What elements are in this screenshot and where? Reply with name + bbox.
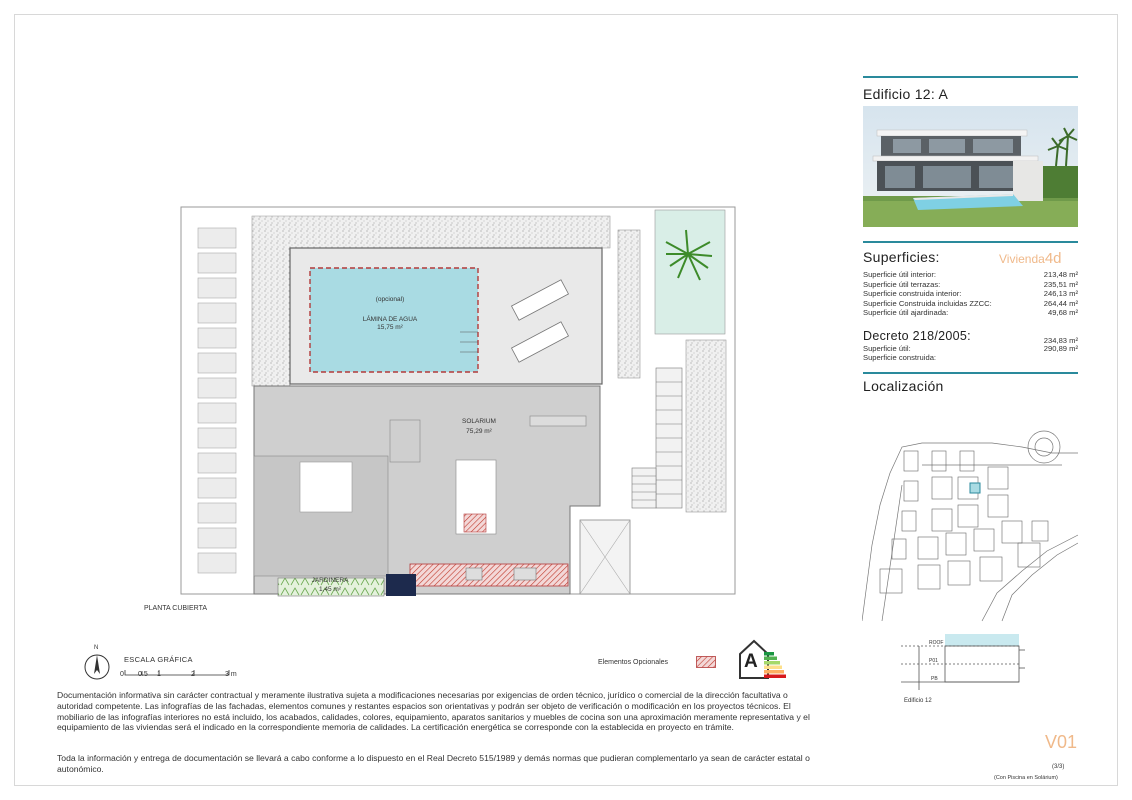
location-heading: Localización bbox=[863, 378, 944, 394]
level-label: PB bbox=[931, 676, 938, 682]
section-caption: Edificio 12 bbox=[904, 698, 932, 704]
scale-tick: 3 m bbox=[225, 671, 237, 678]
unit-type-badge bbox=[999, 250, 1062, 267]
pool-area-label: 15,75 m² bbox=[377, 324, 403, 331]
location-rule bbox=[863, 372, 1078, 374]
unit-type-code: 4d bbox=[1044, 250, 1062, 267]
surface-row: Superficie construida interior: 246,13 m² bbox=[863, 289, 1078, 298]
surface-row: Superficie útil ajardinada: 49,68 m² bbox=[863, 308, 1078, 317]
level-label: ROOF bbox=[929, 640, 944, 646]
scale-tick: 0.5 bbox=[138, 671, 148, 678]
scale-tick: 2 bbox=[191, 671, 195, 678]
page-number: (3/3) bbox=[1052, 764, 1065, 770]
title-rule bbox=[863, 76, 1078, 78]
disclaimer-paragraph-2: Toda la información y entrega de documentación se llevará a cabo conforme a lo dispuesto en el Real Decreto 515/1989 y demás normas que pudieran complementarlo ya sean de carácter estatal o autonómico. bbox=[57, 753, 810, 774]
decree-row: Superficie construida: bbox=[863, 353, 937, 362]
north-label: N bbox=[94, 645, 99, 651]
roof-floor-plan bbox=[180, 206, 740, 598]
building-section-diagram bbox=[895, 632, 1025, 692]
pool-name-label: LÁMINA DE AGUA bbox=[362, 316, 418, 323]
building-title: Edificio 12: A bbox=[863, 86, 949, 102]
surfaces-heading: Superficies: bbox=[863, 249, 940, 265]
surface-row: Superficie Construida incluidas ZZCC: 264,44 m² bbox=[863, 298, 1078, 308]
optional-hatch-swatch bbox=[696, 655, 716, 667]
decree-heading: Decreto 218/2005: bbox=[863, 329, 971, 343]
decree-row: Superficie útil: 290,89 m² bbox=[863, 344, 1078, 353]
solarium-area-label: 75,29 m² bbox=[466, 428, 492, 435]
optional-elements-label: Elementos Opcionales bbox=[598, 659, 669, 666]
pool-optional-label: (opcional) bbox=[375, 296, 405, 303]
surfaces-rule bbox=[863, 241, 1078, 243]
level-label: P01 bbox=[929, 658, 938, 664]
garden-area-label: 1,45 m² bbox=[318, 586, 342, 593]
north-arrow-icon bbox=[80, 648, 114, 682]
site-location-map bbox=[862, 425, 1078, 623]
solarium-name-label: SOLARIUM bbox=[462, 418, 496, 425]
unit-type-label: Vivienda bbox=[999, 252, 1045, 266]
energy-grade-label: A bbox=[744, 651, 758, 672]
scale-tick: 1 bbox=[157, 671, 161, 678]
version-label: V01 bbox=[1045, 732, 1078, 752]
sheet-note: (Con Piscina en Solárium) bbox=[994, 775, 1058, 781]
scale-tick: 0 bbox=[120, 671, 124, 678]
disclaimer-paragraph-1: Documentación informativa sin carácter contractual y meramente ilustrativa sujeta a modificaciones necesarias por exigencias de orden técnico, jurídico o comercial de la dirección facultativa o autoridad competente. Las infografías de las fachadas, elementos comunes y restantes espacios son orientativas y podrán ser objeto de verificación o modificación en los proyectos técnicos. El mobiliario de las infografías interiores no está incluido, los acabados, calidades, colores, equipamiento, aparatos sanitarios y muebles de cocina son una aproximación meramente representativa y el equipamiento de las viviendas será el indicado en la correspondiente memoria de calidades. La certificación energética se corresponde con la establecida en proyecto en trámite. bbox=[57, 690, 810, 733]
garden-name-label: JARDINERA bbox=[311, 577, 349, 584]
plan-caption: PLANTA CUBIERTA bbox=[144, 605, 208, 612]
building-render-image bbox=[863, 106, 1078, 227]
scale-title: ESCALA GRÁFICA bbox=[124, 655, 193, 664]
surface-row: Superficie útil interior: 213,48 m² bbox=[863, 270, 1078, 279]
surface-row: Superficie útil terrazas: 235,51 m² bbox=[863, 279, 1078, 289]
